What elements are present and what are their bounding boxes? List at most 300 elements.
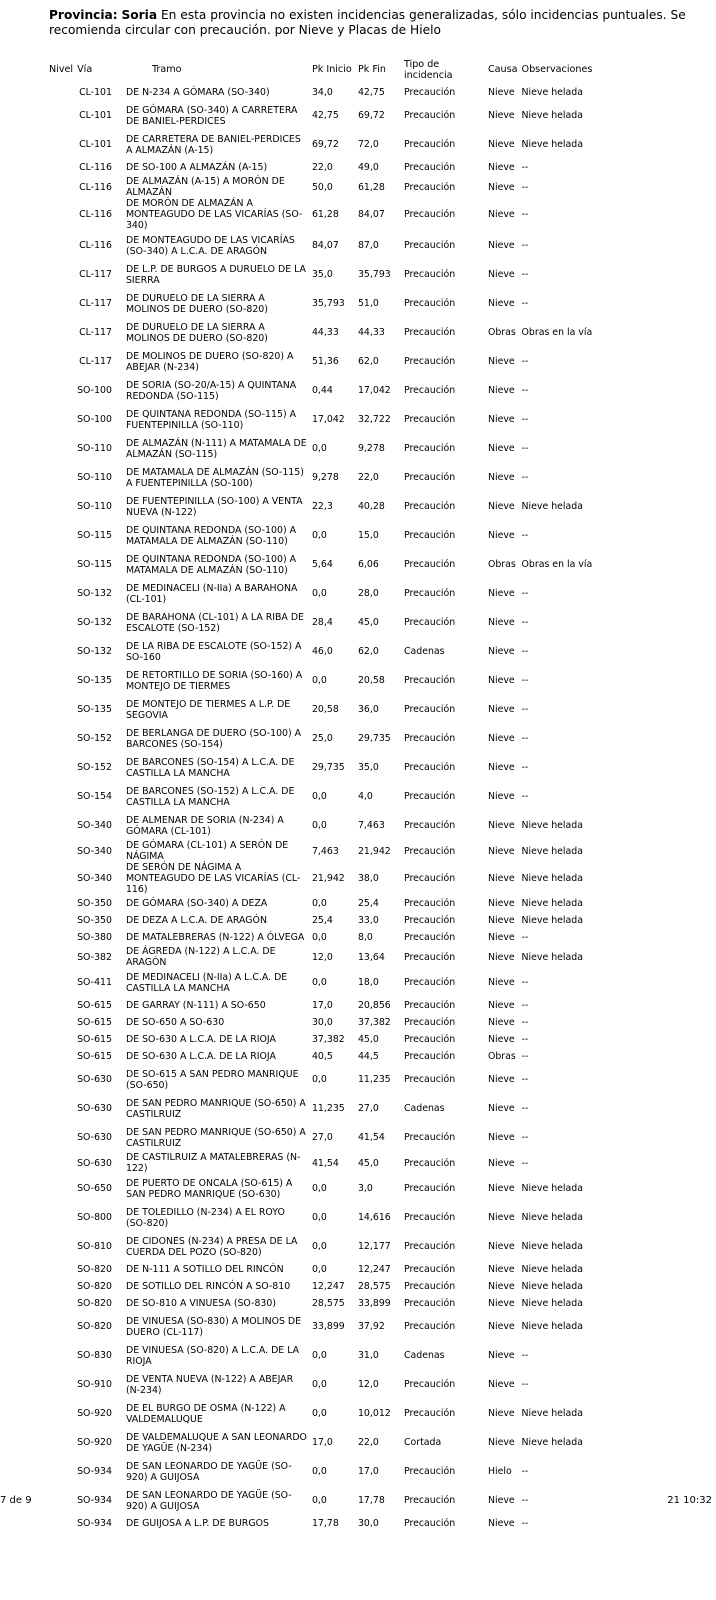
cell-nivel (47, 637, 75, 666)
cell-observaciones: -- (521, 414, 529, 425)
cell-causa: Nieve (487, 298, 515, 309)
cell-pk-inicio: 29,735 (311, 762, 345, 773)
cell-nivel (47, 1123, 75, 1152)
cell-causa: Nieve (487, 704, 515, 715)
cell-via: CL-101 (79, 110, 112, 121)
cell-via: SO-154 (77, 791, 112, 802)
cell-causa: Nieve (487, 1350, 515, 1361)
cell-tipo: Precaución (403, 873, 456, 884)
cell-nivel (47, 666, 75, 695)
cell-observaciones: -- (521, 1466, 529, 1477)
cell-tramo: DE DURUELO DE LA SIERRA A MOLINOS DE DUERO (SO-820) (125, 321, 268, 344)
cell-pk-inicio: 50,0 (311, 181, 333, 193)
cell-observaciones: Nieve helada (521, 1183, 583, 1194)
cell-tipo: Precaución (403, 791, 456, 802)
cell-via: SO-350 (77, 898, 112, 909)
cell-tramo: DE QUINTANA REDONDA (SO-115) A FUENTEPINILLA (SO-110) (125, 408, 296, 431)
cell-tramo: DE BARAHONA (CL-101) A LA RIBA DE ESCALOTE (SO-152) (125, 611, 304, 634)
cell-nivel (47, 1341, 75, 1370)
cell-pk-inicio: 0,0 (311, 1241, 327, 1252)
cell-tipo: Precaución (403, 1408, 456, 1419)
cell-causa: Nieve (487, 1034, 515, 1045)
cell-observaciones: -- (521, 617, 529, 628)
cell-tipo: Precaución (403, 675, 456, 686)
table-row (47, 608, 620, 637)
cell-observaciones: -- (521, 1157, 529, 1169)
cell-nivel (47, 198, 75, 231)
column-header-causa: Causa (487, 64, 518, 75)
cell-tipo: Cadenas (403, 1103, 445, 1114)
cell-causa: Nieve (487, 951, 515, 963)
cell-pk-inicio: 7,463 (311, 845, 339, 857)
cell-pk-fin: 8,0 (357, 932, 373, 943)
cell-nivel (47, 1014, 75, 1031)
cell-observaciones: Nieve helada (521, 1437, 583, 1448)
cell-causa: Nieve (487, 675, 515, 686)
cell-pk-inicio: 20,58 (311, 704, 339, 715)
cell-observaciones: Nieve helada (521, 898, 583, 909)
cell-causa: Nieve (487, 1437, 515, 1448)
cell-causa: Nieve (487, 501, 515, 512)
province-header (49, 8, 689, 38)
cell-causa: Nieve (487, 356, 515, 367)
cell-pk-inicio: 69,72 (311, 139, 339, 150)
cell-nivel (47, 1457, 75, 1486)
cell-pk-fin: 11,235 (357, 1074, 391, 1085)
cell-pk-fin: 13,64 (357, 951, 385, 963)
cell-pk-fin: 27,0 (357, 1103, 379, 1114)
cell-observaciones: Nieve helada (521, 951, 583, 963)
cell-pk-fin: 36,0 (357, 704, 379, 715)
cell-nivel (47, 1232, 75, 1261)
cell-tramo: DE BERLANGA DE DUERO (SO-100) A BARCONES (SO-154) (125, 727, 302, 750)
cell-pk-inicio: 25,4 (311, 915, 333, 926)
cell-via: SO-920 (77, 1437, 112, 1448)
cell-pk-inicio: 27,0 (311, 1132, 333, 1143)
table-row (47, 1370, 620, 1399)
cell-pk-fin: 45,0 (357, 1034, 379, 1045)
cell-nivel (47, 376, 75, 405)
cell-tramo: DE CASTILRUIZ A MATALEBRERAS (N-122) (125, 1152, 301, 1174)
cell-tipo: Precaución (403, 110, 456, 121)
cell-via: CL-117 (79, 269, 112, 280)
cell-pk-inicio: 46,0 (311, 646, 333, 657)
print-time: 21 10:32 (667, 1495, 712, 1506)
cell-causa: Nieve (487, 1183, 515, 1194)
cell-observaciones: -- (521, 1518, 529, 1529)
cell-tipo: Precaución (403, 1281, 456, 1292)
cell-pk-inicio: 0,0 (311, 932, 327, 943)
cell-observaciones: Nieve helada (521, 1212, 583, 1223)
table-row (47, 840, 620, 862)
cell-observaciones: Obras en la vía (521, 327, 593, 338)
cell-pk-inicio: 0,0 (311, 1408, 327, 1419)
cell-nivel (47, 782, 75, 811)
cell-tipo: Precaución (403, 1379, 456, 1390)
table-row (47, 1123, 620, 1152)
cell-pk-fin: 49,0 (357, 162, 379, 173)
column-header-via: Vía (77, 64, 93, 75)
cell-observaciones: Nieve helada (521, 110, 583, 121)
table-row (47, 1232, 620, 1261)
cell-tipo: Precaución (403, 327, 456, 338)
cell-tramo: DE GÓMARA (SO-340) A DEZA (125, 898, 268, 909)
cell-tipo: Precaución (403, 472, 456, 483)
cell-tramo: DE SO-630 A L.C.A. DE LA RIOJA (125, 1051, 276, 1062)
cell-pk-fin: 37,92 (357, 1321, 385, 1332)
cell-causa: Nieve (487, 791, 515, 802)
cell-pk-fin: 61,28 (357, 181, 385, 193)
cell-observaciones: Nieve helada (521, 87, 583, 98)
cell-tramo: DE SAN PEDRO MANRIQUE (SO-650) A CASTILRUIZ (125, 1126, 306, 1149)
cell-nivel (47, 997, 75, 1014)
cell-via: CL-101 (79, 139, 112, 150)
cell-via: SO-152 (77, 762, 112, 773)
cell-pk-fin: 7,463 (357, 820, 385, 831)
cell-tipo: Precaución (403, 733, 456, 744)
cell-nivel (47, 946, 75, 968)
cell-pk-inicio: 84,07 (311, 240, 339, 251)
cell-tramo: DE DURUELO DE LA SIERRA A MOLINOS DE DUERO (SO-820) (125, 292, 268, 315)
cell-observaciones: Nieve helada (521, 501, 583, 512)
table-row (47, 1174, 620, 1203)
cell-causa: Nieve (487, 1321, 515, 1332)
cell-pk-inicio: 0,0 (311, 1074, 327, 1085)
cell-tramo: DE MONTEJO DE TIERMES A L.P. DE SEGOVIA (125, 698, 291, 721)
cell-observaciones: -- (521, 162, 529, 173)
cell-tramo: DE QUINTANA REDONDA (SO-100) A MATAMALA DE ALMAZÁN (SO-110) (125, 524, 296, 547)
cell-pk-inicio: 12,247 (311, 1281, 345, 1292)
cell-tipo: Precaución (403, 87, 456, 98)
table-row (47, 1295, 620, 1312)
table-row (47, 231, 620, 260)
cell-pk-inicio: 21,942 (311, 873, 345, 884)
cell-tipo: Precaución (403, 443, 456, 454)
cell-pk-fin: 17,042 (357, 385, 391, 396)
cell-tramo: DE MEDINACELI (N-IIa) A BARAHONA (CL-101) (125, 582, 298, 605)
cell-pk-inicio: 0,0 (311, 675, 327, 686)
cell-causa: Nieve (487, 209, 515, 220)
cell-tramo: DE GUIJOSA A L.P. DE BURGOS (125, 1518, 269, 1529)
column-header-pk-inicio: Pk Inicio (311, 64, 352, 75)
table-row (47, 198, 620, 231)
cell-pk-inicio: 25,0 (311, 733, 333, 744)
cell-tramo: DE DEZA A L.C.A. DE ARAGÓN (125, 915, 267, 926)
cell-pk-inicio: 0,0 (311, 977, 327, 988)
cell-pk-fin: 25,4 (357, 898, 379, 909)
table-row (47, 376, 620, 405)
cell-via: CL-116 (79, 209, 112, 220)
cell-tramo: DE MONTEAGUDO DE LAS VICARÍAS (SO-340) A L.C.A. DE ARAGÓN (125, 234, 295, 257)
cell-observaciones: Nieve helada (521, 1241, 583, 1252)
cell-pk-inicio: 17,042 (311, 414, 345, 425)
cell-tipo: Precaución (403, 951, 456, 963)
cell-observaciones: Nieve helada (521, 1281, 583, 1292)
cell-pk-fin: 21,942 (357, 845, 391, 857)
cell-pk-inicio: 17,78 (311, 1518, 339, 1529)
table-row (47, 130, 620, 159)
cell-tipo: Precaución (403, 559, 456, 570)
cell-pk-fin: 29,735 (357, 733, 391, 744)
cell-via: SO-135 (77, 675, 112, 686)
cell-pk-inicio: 0,0 (311, 443, 327, 454)
cell-tipo: Precaución (403, 1074, 456, 1085)
cell-tramo: DE TOLEDILLO (N-234) A EL ROYO (SO-820) (125, 1206, 285, 1229)
cell-via: SO-830 (77, 1350, 112, 1361)
cell-via: SO-934 (77, 1518, 112, 1529)
table-row (47, 1278, 620, 1295)
column-header-tramo: Tramo (151, 64, 182, 75)
cell-tramo: DE CIDONES (N-234) A PRESA DE LA CUERDA DEL POZO (SO-820) (125, 1235, 298, 1258)
incidents-table-body (47, 84, 620, 1532)
cell-causa: Nieve (487, 915, 515, 926)
cell-via: SO-615 (77, 1000, 112, 1011)
cell-pk-fin: 17,0 (357, 1466, 379, 1477)
cell-nivel (47, 1515, 75, 1532)
province-notice: En esta provincia no existen incidencias generalizadas, sólo incidencias puntuales. Se recomienda circular con precaución. por Nieve y Placas de Hielo (49, 8, 686, 37)
cell-pk-inicio: 40,5 (311, 1051, 333, 1062)
table-row (47, 579, 620, 608)
cell-via: SO-820 (77, 1281, 112, 1292)
cell-nivel (47, 1261, 75, 1278)
cell-pk-fin: 30,0 (357, 1518, 379, 1529)
table-row (47, 101, 620, 130)
cell-nivel (47, 318, 75, 347)
cell-nivel (47, 579, 75, 608)
table-row (47, 862, 620, 895)
cell-via: SO-100 (77, 414, 112, 425)
table-row (47, 1399, 620, 1428)
cell-observaciones: Nieve helada (521, 915, 583, 926)
cell-via: SO-411 (77, 977, 112, 988)
cell-nivel (47, 840, 75, 862)
cell-tramo: DE SO-810 A VINUESA (SO-830) (125, 1298, 277, 1309)
cell-pk-fin: 20,58 (357, 675, 385, 686)
cell-tipo: Precaución (403, 414, 456, 425)
cell-pk-inicio: 41,54 (311, 1157, 339, 1169)
table-row (47, 1094, 620, 1123)
cell-pk-inicio: 35,793 (311, 298, 345, 309)
cell-causa: Nieve (487, 762, 515, 773)
cell-tramo: DE PUERTO DE ONCALA (SO-615) A SAN PEDRO MANRIQUE (SO-630) (125, 1177, 293, 1200)
cell-nivel (47, 1312, 75, 1341)
cell-pk-fin: 45,0 (357, 617, 379, 628)
cell-pk-fin: 18,0 (357, 977, 379, 988)
cell-pk-fin: 12,177 (357, 1241, 391, 1252)
cell-causa: Nieve (487, 898, 515, 909)
cell-pk-inicio: 5,64 (311, 559, 333, 570)
cell-tipo: Precaución (403, 1157, 456, 1169)
table-row (47, 637, 620, 666)
table-row (47, 1457, 620, 1486)
cell-nivel (47, 1370, 75, 1399)
cell-pk-fin: 15,0 (357, 530, 379, 541)
table-row (47, 946, 620, 968)
cell-tipo: Precaución (403, 588, 456, 599)
cell-via: SO-110 (77, 443, 112, 454)
table-row (47, 968, 620, 997)
cell-pk-inicio: 22,3 (311, 501, 333, 512)
cell-tramo: DE ALMAZÁN (A-15) A MORÓN DE ALMAZÁN (125, 176, 285, 198)
cell-pk-inicio: 30,0 (311, 1017, 333, 1028)
cell-pk-inicio: 42,75 (311, 110, 339, 121)
cell-observaciones: Nieve helada (521, 873, 583, 884)
table-row (47, 695, 620, 724)
cell-via: SO-934 (77, 1466, 112, 1477)
cell-pk-fin: 45,0 (357, 1157, 379, 1169)
cell-observaciones: -- (521, 977, 529, 988)
cell-via: SO-340 (77, 820, 112, 831)
cell-nivel (47, 260, 75, 289)
cell-observaciones: -- (521, 1350, 529, 1361)
cell-pk-fin: 41,54 (357, 1132, 385, 1143)
cell-pk-inicio: 0,0 (311, 588, 327, 599)
cell-nivel (47, 289, 75, 318)
table-row (47, 1312, 620, 1341)
cell-via: CL-116 (79, 240, 112, 251)
cell-nivel (47, 1278, 75, 1295)
cell-tramo: DE SO-650 A SO-630 (125, 1017, 225, 1028)
cell-nivel (47, 434, 75, 463)
cell-nivel (47, 550, 75, 579)
cell-tipo: Precaución (403, 240, 456, 251)
cell-via: CL-101 (79, 87, 112, 98)
cell-tipo: Precaución (403, 617, 456, 628)
cell-tipo: Precaución (403, 915, 456, 926)
cell-tramo: DE SOTILLO DEL RINCÓN A SO-810 (125, 1281, 291, 1292)
cell-tramo: DE GÓMARA (SO-340) A CARRETERA DE BANIEL-PERDICES (125, 104, 298, 127)
cell-nivel (47, 862, 75, 895)
cell-observaciones: -- (521, 1034, 529, 1045)
cell-via: CL-117 (79, 298, 112, 309)
table-row (47, 1203, 620, 1232)
cell-observaciones: Nieve helada (521, 820, 583, 831)
table-row (47, 289, 620, 318)
cell-observaciones: -- (521, 298, 529, 309)
cell-via: SO-920 (77, 1408, 112, 1419)
table-row (47, 1048, 620, 1065)
cell-observaciones: Nieve helada (521, 1321, 583, 1332)
cell-pk-inicio: 33,899 (311, 1321, 345, 1332)
cell-tramo: DE CARRETERA DE BANIEL-PERDICES A ALMAZÁN (A-15) (125, 133, 301, 156)
cell-tramo: DE VINUESA (SO-830) A MOLINOS DE DUERO (CL-117) (125, 1315, 302, 1338)
cell-causa: Nieve (487, 1074, 515, 1085)
cell-pk-inicio: 17,0 (311, 1437, 333, 1448)
cell-tramo: DE ÁGREDA (N-122) A L.C.A. DE ARAGÓN (125, 946, 276, 968)
cell-via: SO-630 (77, 1103, 112, 1114)
cell-observaciones: Nieve helada (521, 1298, 583, 1309)
cell-observaciones: Nieve helada (521, 845, 583, 857)
cell-tipo: Precaución (403, 356, 456, 367)
cell-tramo: DE SORIA (SO-20/A-15) A QUINTANA REDONDA (SO-115) (125, 379, 297, 402)
cell-pk-inicio: 11,235 (311, 1103, 345, 1114)
cell-pk-inicio: 12,0 (311, 951, 333, 963)
cell-tramo: DE MORÓN DE ALMAZÁN A MONTEAGUDO DE LAS VICARÍAS (SO-340) (125, 198, 303, 231)
cell-tramo: DE N-111 A SOTILLO DEL RINCÓN (125, 1264, 284, 1275)
cell-pk-fin: 12,247 (357, 1264, 391, 1275)
cell-tipo: Precaución (403, 1051, 456, 1062)
column-header-nivel: Nivel (49, 64, 74, 75)
cell-via: SO-110 (77, 501, 112, 512)
cell-pk-fin: 28,0 (357, 588, 379, 599)
cell-pk-fin: 69,72 (357, 110, 385, 121)
cell-nivel (47, 1094, 75, 1123)
cell-via: SO-135 (77, 704, 112, 715)
table-row (47, 260, 620, 289)
cell-tramo: DE VINUESA (SO-820) A L.C.A. DE LA RIOJA (125, 1344, 300, 1367)
cell-nivel (47, 695, 75, 724)
cell-observaciones: -- (521, 733, 529, 744)
cell-nivel (47, 1486, 75, 1515)
cell-nivel (47, 724, 75, 753)
cell-pk-fin: 28,575 (357, 1281, 391, 1292)
cell-pk-inicio: 61,28 (311, 209, 339, 220)
cell-pk-fin: 72,0 (357, 139, 379, 150)
cell-via: SO-810 (77, 1241, 112, 1252)
cell-observaciones: -- (521, 269, 529, 280)
cell-tramo: DE VENTA NUEVA (N-122) A ABEJAR (N-234) (125, 1373, 294, 1396)
cell-pk-fin: 32,722 (357, 414, 391, 425)
cell-via: SO-820 (77, 1321, 112, 1332)
cell-pk-fin: 35,0 (357, 762, 379, 773)
cell-via: CL-116 (79, 162, 112, 173)
cell-observaciones: -- (521, 1132, 529, 1143)
cell-causa: Hielo (487, 1466, 512, 1477)
cell-nivel (47, 1174, 75, 1203)
cell-observaciones: -- (521, 932, 529, 943)
table-row (47, 1486, 620, 1515)
cell-pk-inicio: 37,382 (311, 1034, 345, 1045)
cell-tipo: Precaución (403, 1212, 456, 1223)
cell-tipo: Precaución (403, 1264, 456, 1275)
cell-pk-fin: 9,278 (357, 443, 385, 454)
table-row (47, 1428, 620, 1457)
column-header-tipo: Tipo de incidencia (403, 58, 453, 81)
cell-tramo: DE RETORTILLO DE SORIA (SO-160) A MONTEJO DE TIERMES (125, 669, 303, 692)
cell-via: SO-630 (77, 1074, 112, 1085)
cell-nivel (47, 811, 75, 840)
cell-observaciones: -- (521, 1051, 529, 1062)
cell-via: SO-115 (77, 530, 112, 541)
table-row (47, 405, 620, 434)
table-row (47, 1261, 620, 1278)
cell-causa: Nieve (487, 1212, 515, 1223)
cell-via: SO-340 (77, 845, 112, 857)
cell-via: SO-382 (77, 951, 112, 963)
table-row (47, 724, 620, 753)
cell-pk-fin: 40,28 (357, 501, 385, 512)
cell-causa: Nieve (487, 240, 515, 251)
cell-observaciones: -- (521, 209, 529, 220)
cell-pk-fin: 10,012 (357, 1408, 391, 1419)
cell-nivel (47, 968, 75, 997)
cell-observaciones: -- (521, 443, 529, 454)
cell-causa: Nieve (487, 269, 515, 280)
cell-via: CL-116 (79, 181, 112, 193)
cell-nivel (47, 347, 75, 376)
cell-via: SO-132 (77, 588, 112, 599)
cell-observaciones: -- (521, 472, 529, 483)
table-row (47, 1341, 620, 1370)
cell-pk-fin: 44,5 (357, 1051, 379, 1062)
cell-tipo: Precaución (403, 298, 456, 309)
table-header-row (47, 55, 620, 84)
cell-tramo: DE BARCONES (SO-154) A L.C.A. DE CASTILLA LA MANCHA (125, 756, 295, 779)
cell-pk-fin: 3,0 (357, 1183, 373, 1194)
cell-causa: Nieve (487, 1495, 515, 1506)
table-row (47, 159, 620, 176)
cell-observaciones: Obras en la vía (521, 559, 593, 570)
